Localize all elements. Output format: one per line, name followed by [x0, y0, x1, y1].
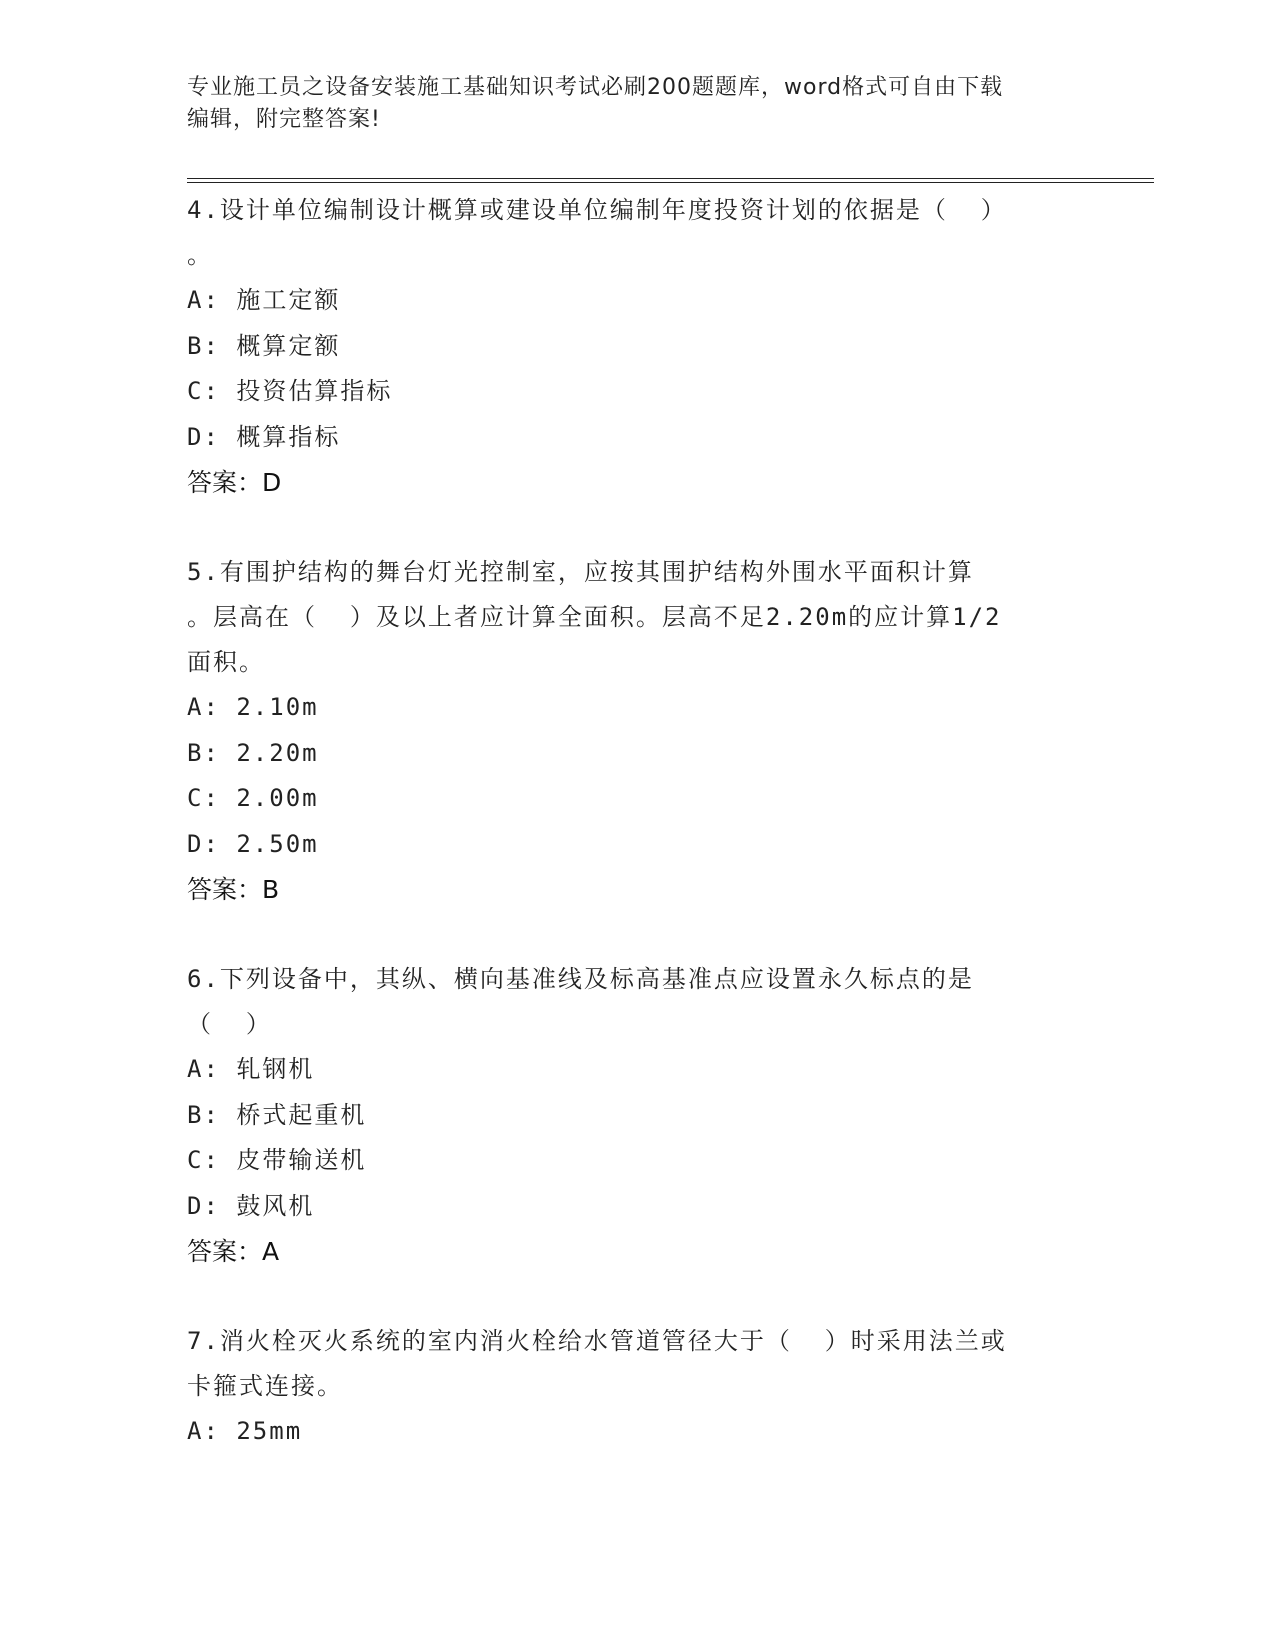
- question-4: [187, 188, 1077, 505]
- question-stem-line: 。层高在（ ）及以上者应计算全面积。层高不足2.20m的应计算1/2: [187, 603, 1002, 631]
- option-c: C: 皮带输送机: [187, 1146, 367, 1174]
- question-spacer: [187, 505, 1077, 550]
- header-divider-bottom: [187, 182, 1154, 183]
- question-7: [187, 1319, 1077, 1455]
- question-spacer: [187, 912, 1077, 957]
- option-b: B: 2.20m: [187, 738, 319, 767]
- option-b: B: 概算定额: [187, 331, 341, 360]
- header-line-1: 专业施工员之设备安装施工基础知识考试必刷200题题库，word格式可自由下载: [187, 75, 1004, 100]
- question-spacer: [187, 1274, 1077, 1319]
- question-6: [187, 957, 1077, 1274]
- option-c: C: 2.00m: [187, 784, 319, 812]
- question-list: [187, 188, 1077, 1455]
- option-a: A: 施工定额: [187, 286, 341, 314]
- option-a: A: 轧钢机: [187, 1055, 315, 1083]
- question-stem-line: 卡箍式连接。: [187, 1372, 343, 1400]
- header-divider-top: [187, 178, 1154, 179]
- option-b: B: 桥式起重机: [187, 1100, 367, 1129]
- document-header: [187, 72, 1067, 136]
- option-a: A: 2.10m: [187, 693, 319, 721]
- option-d: D: 鼓风机: [187, 1191, 315, 1220]
- question-stem-line: （ ）: [187, 1010, 272, 1038]
- question-stem-line: 面积。: [187, 648, 265, 676]
- option-c: C: 投资估算指标: [187, 377, 393, 405]
- question-5: [187, 550, 1077, 912]
- option-d: D: 概算指标: [187, 422, 341, 451]
- question-stem-line: 5.有围护结构的舞台灯光控制室，应按其围护结构外围水平面积计算: [187, 558, 974, 586]
- answer-line: 答案：A: [187, 1237, 280, 1266]
- question-stem-line: 6.下列设备中，其纵、横向基准线及标高基准点应设置永久标点的是: [187, 965, 974, 993]
- question-stem-line: 。: [187, 241, 213, 269]
- option-a: A: 25mm: [187, 1417, 303, 1445]
- question-stem-line: 7.消火栓灭火系统的室内消火栓给水管道管径大于（ ）时采用法兰或: [187, 1327, 1007, 1355]
- header-line-2: 编辑，附完整答案!: [187, 107, 381, 132]
- option-d: D: 2.50m: [187, 829, 319, 858]
- answer-line: 答案：D: [187, 468, 282, 497]
- question-stem-line: 4.设计单位编制设计概算或建设单位编制年度投资计划的依据是（ ）: [187, 196, 1007, 224]
- answer-line: 答案：B: [187, 875, 280, 904]
